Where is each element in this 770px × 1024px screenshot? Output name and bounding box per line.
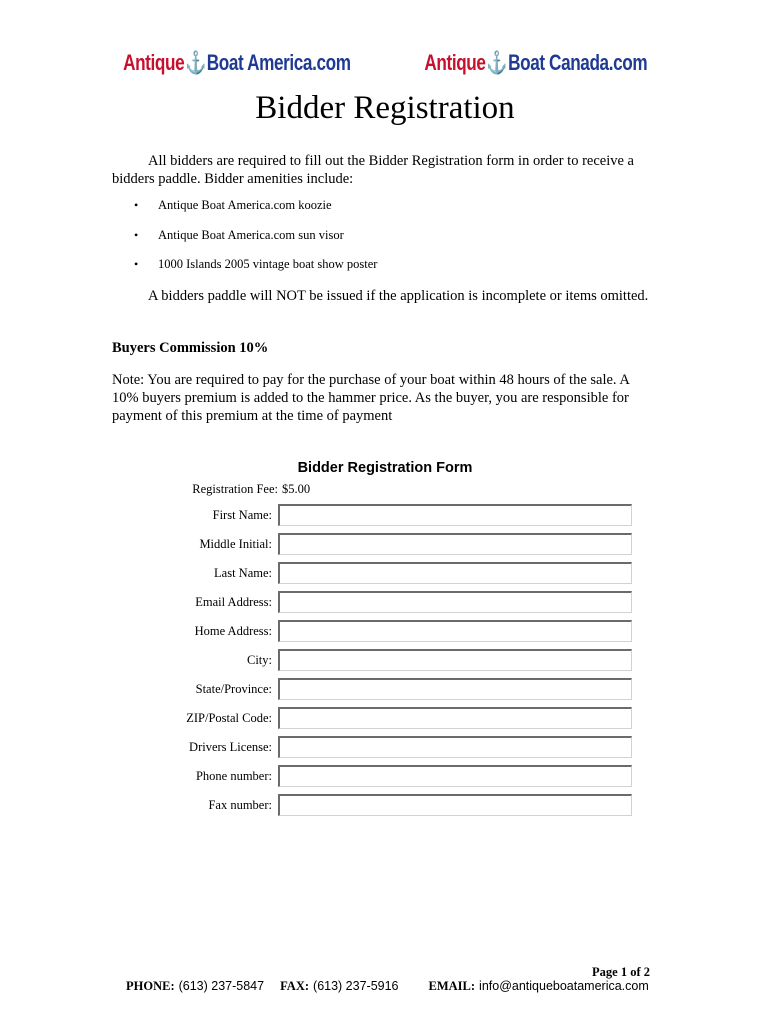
- anchor-icon: ⚓: [185, 50, 207, 75]
- fax-value: (613) 237-5916: [313, 979, 399, 993]
- city-row: [150, 648, 640, 672]
- warning-paragraph: A bidders paddle will NOT be issued if the application is incomplete or items omitted.: [148, 288, 649, 304]
- fee-label: Registration Fee:: [192, 482, 278, 496]
- fax-number-label: Fax number:: [208, 797, 272, 812]
- phone-value: (613) 237-5847: [178, 979, 265, 993]
- zip-code-row: [150, 706, 640, 730]
- amenity-text: Antique Boat America.com sun visor: [158, 227, 344, 242]
- logo-word-antique: Antique: [424, 50, 486, 75]
- phone-number-label: Phone number:: [195, 768, 272, 783]
- phone-label: PHONE:: [126, 979, 175, 993]
- drivers-license-input[interactable]: [278, 736, 632, 758]
- email-label: Email Address:: [195, 594, 272, 609]
- zip-code-label: ZIP/Postal Code:: [186, 710, 272, 725]
- home-address-input[interactable]: [278, 620, 632, 642]
- first-name-row: [150, 503, 640, 527]
- state-province-label: State/Province:: [195, 681, 272, 696]
- fax-number-row: [150, 793, 640, 817]
- bullet-icon: •: [134, 198, 139, 212]
- drivers-license-label: Drivers License:: [189, 739, 272, 754]
- intro-paragraph: All bidders are required to fill out the Bidder Registration form in order to receive a bidders paddle. Bidder amenities include:: [112, 153, 634, 187]
- logo-word-boat-canada: Boat Canada.com: [508, 50, 648, 75]
- amenities-list: [112, 198, 377, 287]
- middle-initial-row: [150, 532, 640, 556]
- last-name-label: Last Name:: [214, 565, 272, 580]
- contact-footer: [126, 979, 666, 994]
- form-title: Bidder Registration Form: [297, 460, 473, 476]
- page-title: Bidder Registration: [255, 90, 515, 126]
- amenity-text: Antique Boat America.com koozie: [158, 198, 332, 212]
- state-province-row: [150, 677, 640, 701]
- antique-boat-canada-logo[interactable]: [424, 50, 647, 76]
- anchor-icon: ⚓: [486, 50, 508, 75]
- bullet-icon: •: [134, 257, 139, 271]
- amenity-text: 1000 Islands 2005 vintage boat show poster: [158, 257, 378, 271]
- logo-word-antique: Antique: [123, 50, 185, 75]
- first-name-input[interactable]: [278, 504, 632, 526]
- last-name-input[interactable]: [278, 562, 632, 584]
- drivers-license-row: [150, 735, 640, 759]
- fax-number-input[interactable]: [278, 794, 632, 816]
- email-row: [150, 590, 640, 614]
- email-link[interactable]: info@antiqueboatamerica.com: [479, 979, 649, 993]
- home-address-label: Home Address:: [194, 623, 272, 638]
- phone-number-row: [150, 764, 640, 788]
- city-label: City:: [246, 652, 272, 667]
- commission-note: Note: You are required to pay for the purchase of your boat within 48 hours of the sale. A 10% buyers premium is added to the hammer price. As the buyer, you are responsible for payment of this premium at the time of payment: [112, 372, 630, 424]
- fax-label: FAX:: [280, 979, 310, 993]
- fee-value: $5.00: [282, 482, 311, 496]
- list-item: [112, 257, 377, 287]
- middle-initial-label: Middle Initial:: [199, 536, 272, 551]
- last-name-row: [150, 561, 640, 585]
- phone-number-input[interactable]: [278, 765, 632, 787]
- list-item: [112, 198, 377, 228]
- email-input[interactable]: [278, 591, 632, 613]
- zip-code-input[interactable]: [278, 707, 632, 729]
- registration-fee: [180, 482, 310, 497]
- page-number: Page 1 of 2: [592, 965, 650, 979]
- email-label: EMAIL:: [428, 979, 476, 993]
- bullet-icon: •: [134, 227, 139, 242]
- commission-heading: Buyers Commission 10%: [112, 340, 269, 356]
- logo-word-boat-america: Boat America.com: [207, 50, 351, 75]
- logo-banner: [0, 50, 770, 76]
- antique-boat-america-logo[interactable]: [123, 50, 351, 76]
- middle-initial-input[interactable]: [278, 533, 632, 555]
- list-item: [112, 228, 377, 258]
- city-input[interactable]: [278, 649, 632, 671]
- state-province-input[interactable]: [278, 678, 632, 700]
- first-name-label: First Name:: [212, 507, 272, 522]
- home-address-row: [150, 619, 640, 643]
